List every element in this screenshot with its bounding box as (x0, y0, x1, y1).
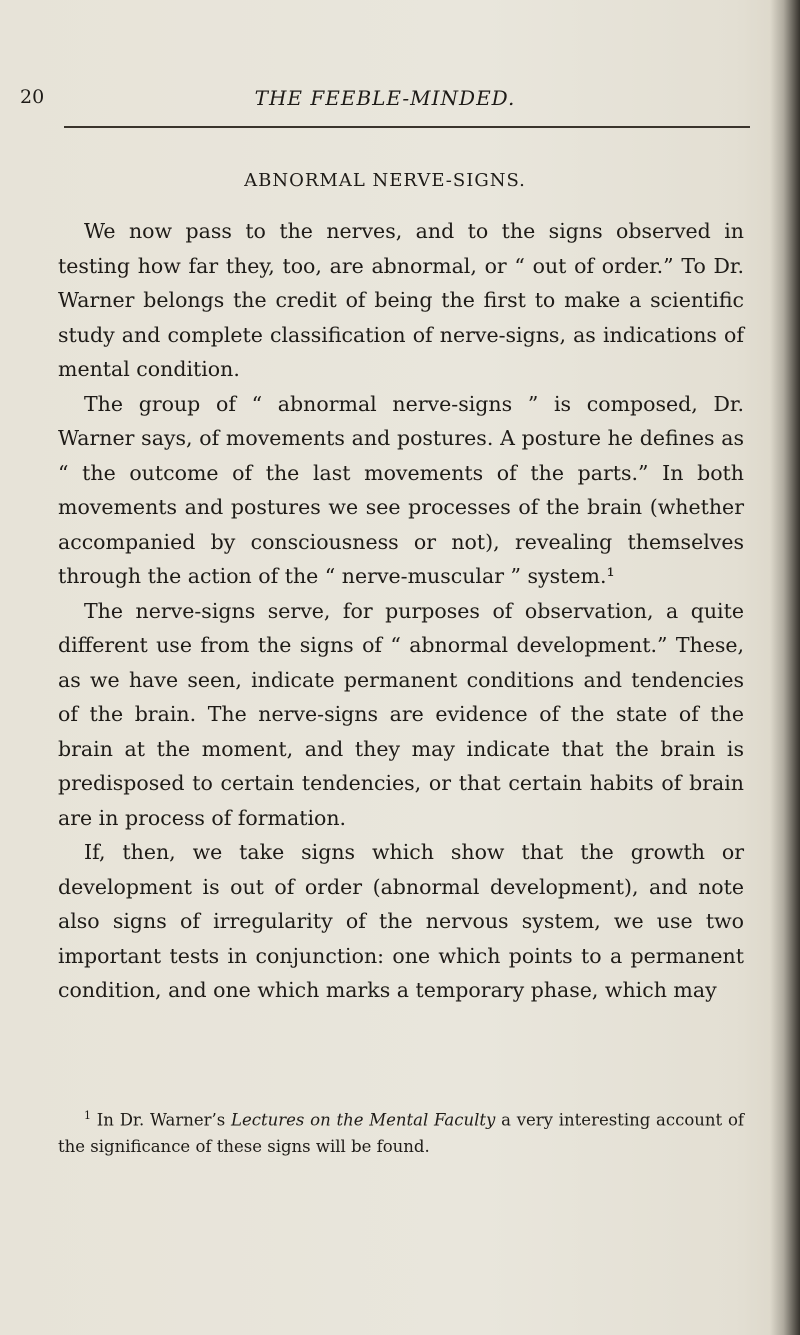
paragraph: We now pass to the nerves, and to the signs observed in testing how far they, too, are abnormal, or “ out of order.” To Dr. Warner belongs the credit of being the first to make a scientific study and complete classification of nerve-signs, as indications of mental condition. (58, 219, 744, 381)
paragraph: The nerve-signs serve, for purposes of observation, a quite different use from the signs of “ abnormal development.” These, as we have seen, indicate permanent conditions and tendencies of the brain. The nerve-signs are evidence of the state of the brain at the moment, and they may indicate that the brain is predisposed to certain tendencies, or that certain habits of brain are in process of formation. (58, 598, 744, 830)
footnote-text-before: In Dr. Warner’s (96, 1110, 232, 1130)
running-head: THE FEEBLE-MINDED. (254, 86, 516, 110)
page-number: 20 (20, 86, 45, 108)
paragraph: If, then, we take signs which show that the growth or development is out of order (abnormal development), and note also signs of irregularity of the nervous system, we use two important tests in conjunction: one which points to a permanent condition, and one which marks a temporary phase, which may (58, 840, 744, 1002)
body-text (58, 214, 744, 1008)
header-rule (64, 126, 750, 128)
footnote (58, 1103, 744, 1160)
paragraph: The group of “ abnormal nerve-signs ” is composed, Dr. Warner says, of movements and postures. A posture he defines as “ the outcome of the last movements of the parts.” In both movements and postures we see processes of the brain (whether accompanied by consciousness or not), revealing themselves through the action of the “ nerve-muscular ” system.¹ (58, 391, 744, 588)
footnote-title: Lectures on the Mental Faculty (231, 1110, 496, 1130)
footnote-text-after: a very interesting account of the significance of these signs will be found. (58, 1110, 744, 1156)
section-heading: ABNORMAL NERVE-SIGNS. (244, 170, 526, 191)
page-header (20, 86, 750, 118)
page-edge-shadow (770, 0, 800, 1335)
footnote-marker: 1 (84, 1109, 91, 1122)
